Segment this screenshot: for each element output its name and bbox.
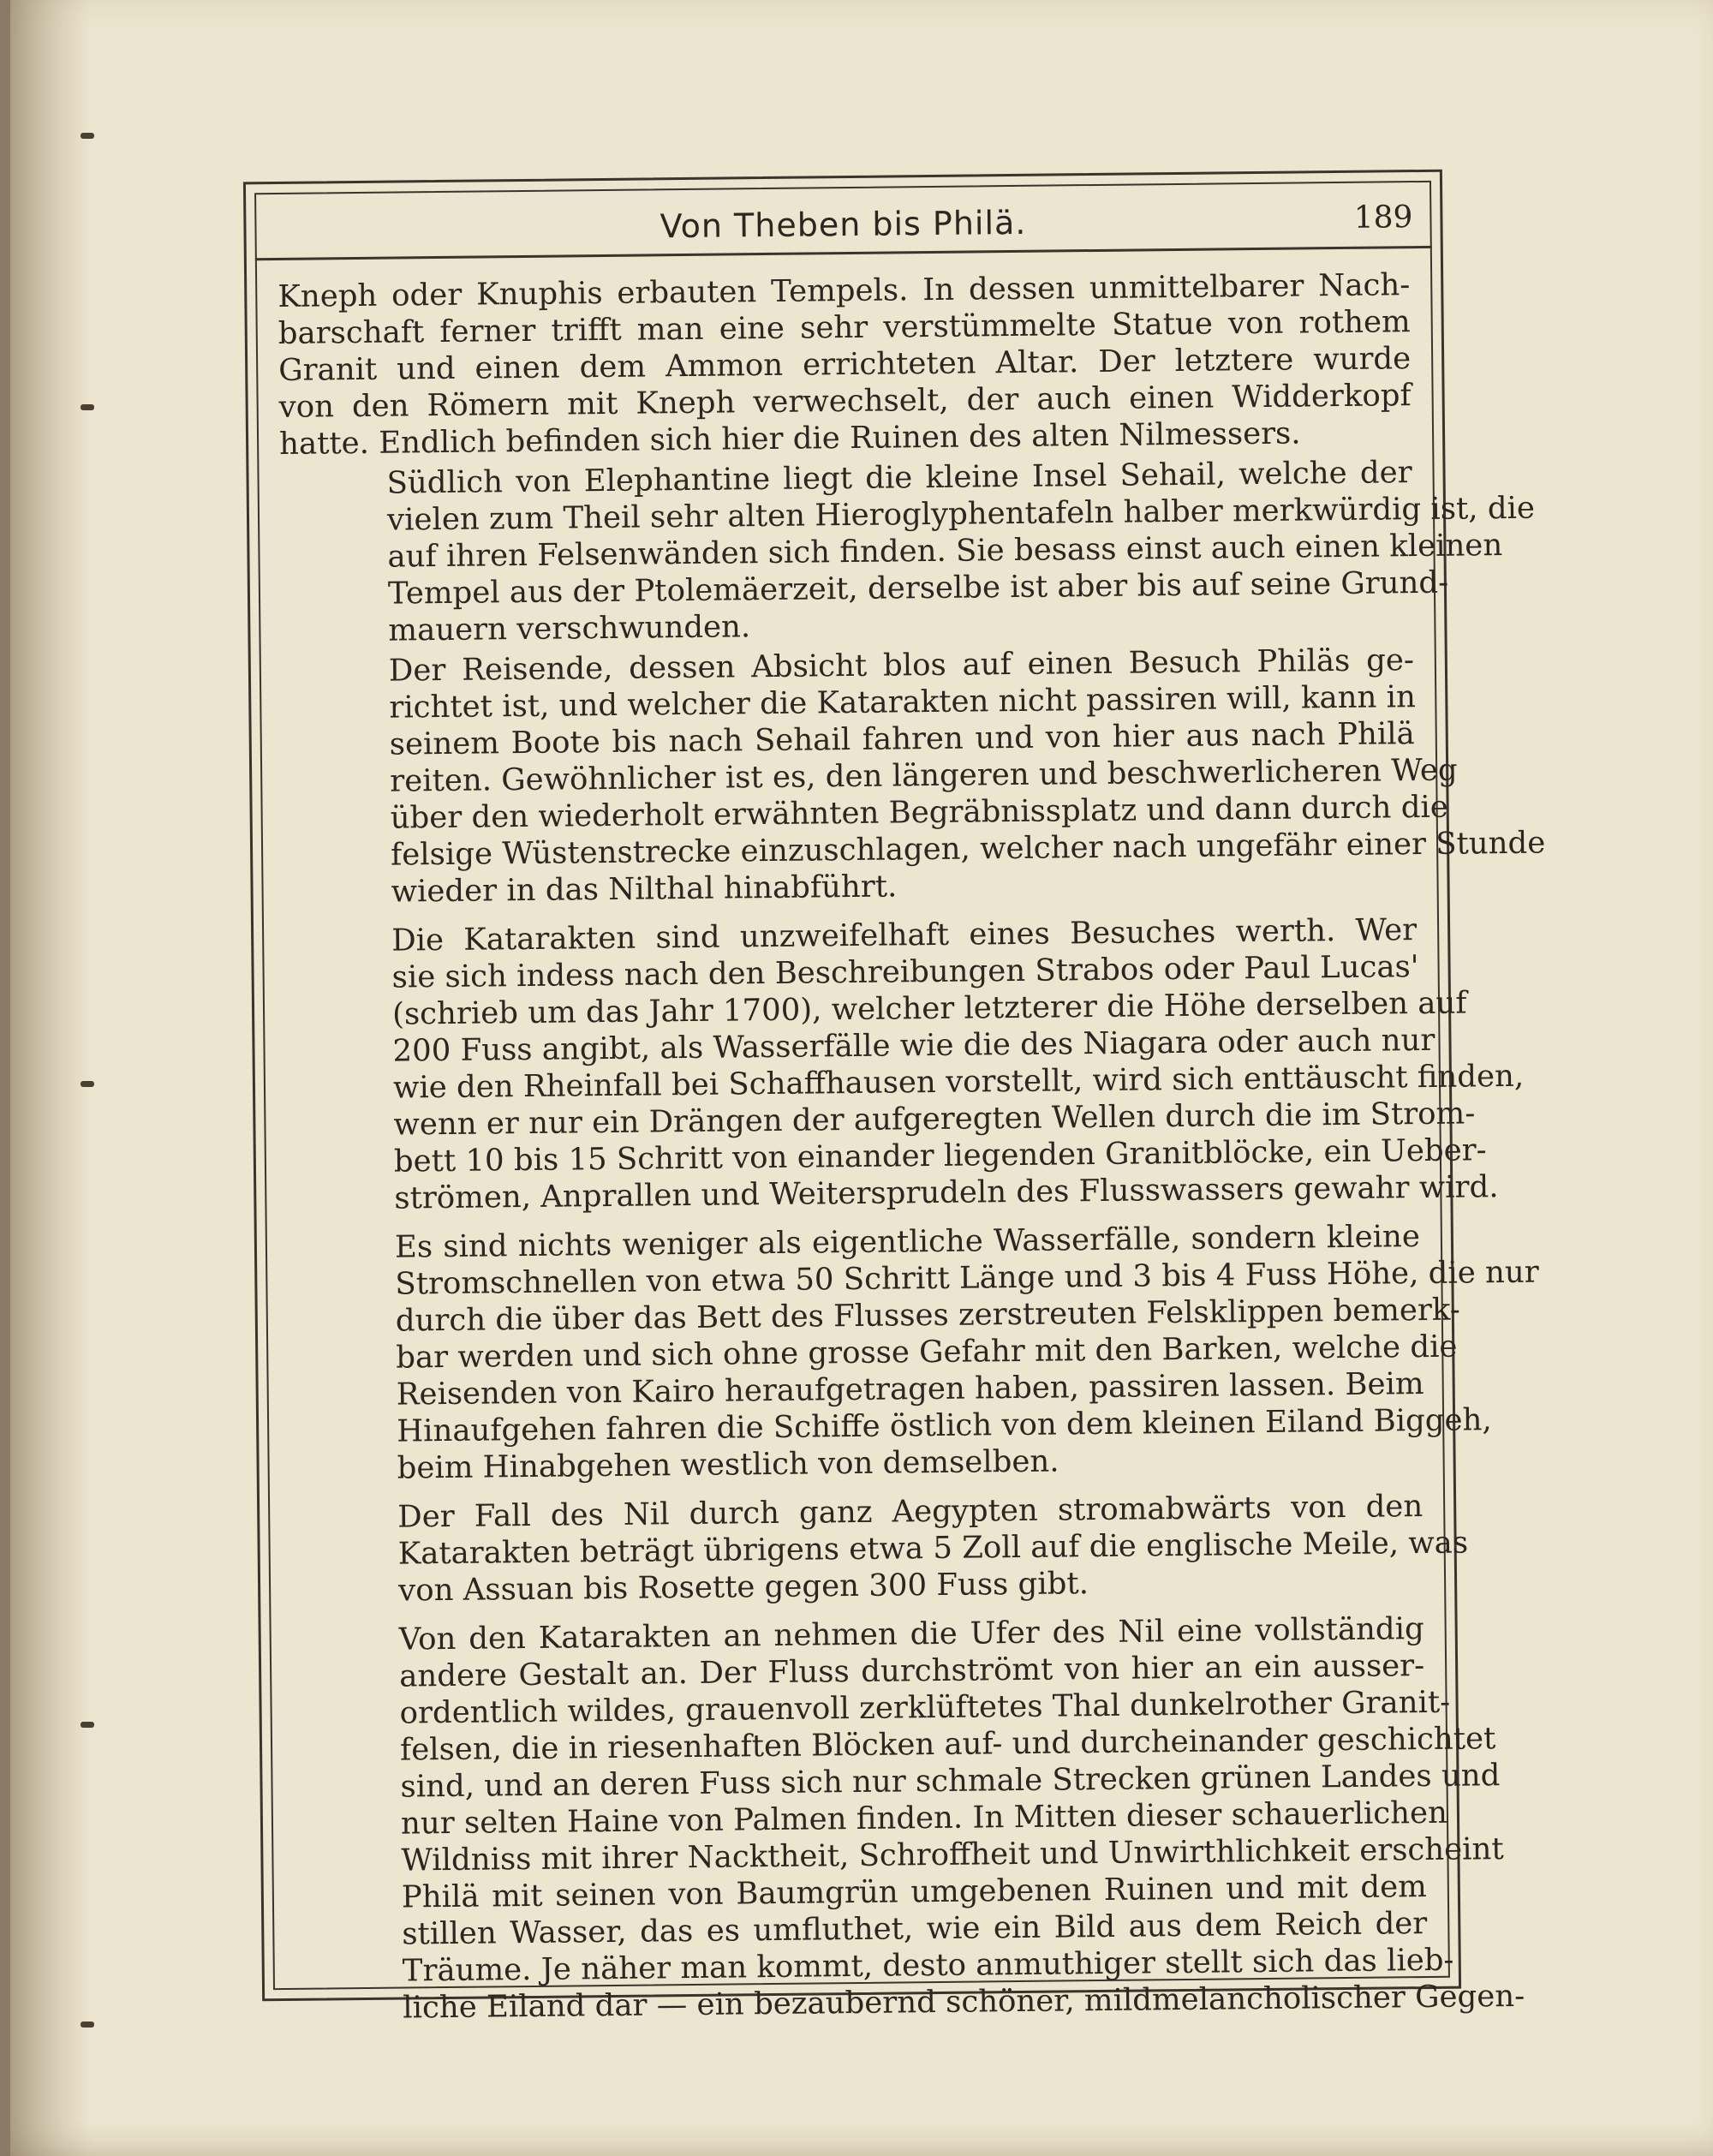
text-line: Stromschnellen von etwa 50 Schritt Länge und 3 bis 4 Fuss Höhe, die nur [395, 1254, 1539, 1302]
text-line: Kneph oder Knuphis erbauten Tempels. In dessen unmittelbarer Nach- [278, 267, 1411, 314]
text-line: barschaft ferner trifft man eine sehr verstümmelte Statue von rothem [278, 304, 1411, 351]
text-line: auf ihren Felsenwänden sich finden. Sie besass einst auch einen kleinen [387, 528, 1503, 575]
paragraph [278, 266, 1412, 463]
page-binding-shadow [10, 0, 92, 2156]
text-line: liche Eiland dar — ein bezaubernd schöner, mildmelancholischer Gegen- [403, 1978, 1525, 2026]
text-line: beim Hinabgehen westlich von demselben. [397, 1443, 1059, 1486]
text-line: 200 Fuss angibt, als Wasserfälle wie die des Niagara oder auch nur [392, 1022, 1435, 1069]
paragraph [279, 454, 1536, 650]
text-line: Der Fall des Nil durch ganz Aegypten stromabwärts von den [397, 1489, 1424, 1535]
paragraph [290, 1488, 1469, 1610]
running-title: Von Theben bis Philä. [660, 203, 1027, 246]
text-line: nur selten Haine von Palmen finden. In Mitten dieser schauerlichen [400, 1795, 1448, 1842]
text-line: vielen zum Theil sehr alten Hieroglyphentafeln halber merkwürdig ist, die [386, 490, 1536, 538]
text-line: bar werden und sich ohne grosse Gefahr mit den Barken, welche die [396, 1329, 1458, 1376]
text-line: mauern verschwunden. [388, 609, 751, 648]
text-line: Granit und einen dem Ammon errichteten Altar. Der letztere wurde [278, 341, 1412, 388]
text-line: Es sind nichts weniger als eigentliche Wasserfälle, sondern kleine [394, 1219, 1421, 1265]
binding-thread-mark [81, 133, 94, 139]
paragraph [292, 1610, 1525, 2028]
text-line: von Assuan bis Rosette gegen 300 Fuss gibt. [397, 1566, 1089, 1609]
text-line: wie den Rheinfall bei Schaffhausen vorstellt, wird sich enttäuscht finden, [392, 1058, 1525, 1106]
text-line: Die Katarakten sind unzweifelhaft eines Besuches werth. Wer [391, 912, 1418, 959]
text-line: Südlich von Elephantine liegt die kleine Insel Sehail, welche der [386, 455, 1412, 501]
text-line: wenn er nur ein Drängen der aufgeregten Wellen durch die im Strom- [393, 1096, 1476, 1143]
binding-thread-mark [81, 2022, 94, 2028]
text-line: Reisenden von Kairo heraufgetragen haben, passiren lassen. Beim [396, 1366, 1424, 1412]
text-line: Tempel aus der Ptolemäerzeit, derselbe ist aber bis auf seine Grund- [387, 564, 1449, 612]
text-line: Träume. Je näher man kommt, desto anmuthiger stellt sich das lieb- [402, 1942, 1454, 1989]
text-line: durch die über das Bett des Flusses zerstreuten Felsklippen bemerk- [395, 1292, 1460, 1339]
text-line: felsen, die in riesenhaften Blöcken auf- und durcheinander geschichtet [399, 1721, 1496, 1768]
text-line: bett 10 bis 15 Schritt von einander liegenden Granitblöcke, ein Ueber- [393, 1132, 1487, 1180]
paragraph [288, 1218, 1539, 1488]
paragraph [282, 642, 1546, 911]
text-line: sind, und an deren Fuss sich nur schmale Strecken grünen Landes und [400, 1758, 1501, 1805]
text-line: Der Reisende, dessen Absicht blos auf einen Besuch Philäs ge- [388, 642, 1415, 689]
text-line: sie sich indess nach den Beschreibungen Strabos oder Paul Lucas' [391, 949, 1419, 995]
text-line: andere Gestalt an. Der Fluss durchströmt von hier an ein ausser- [398, 1648, 1425, 1694]
binding-thread-mark [81, 404, 94, 410]
text-line: über den wiederholt erwähnten Begräbnissplatz und dann durch die [390, 789, 1449, 836]
text-line: Philä mit seinen von Baumgrün umgebenen Ruinen und mit dem [401, 1869, 1428, 1915]
text-line: (schrieb um das Jahr 1700), welcher letzterer die Höhe derselben auf [391, 985, 1467, 1032]
text-frame [243, 170, 1546, 2026]
binding-thread-mark [81, 1722, 94, 1728]
binding-thread-mark [81, 1081, 94, 1087]
text-line: seinem Boote bis nach Sehail fahren und von hier aus nach Philä [389, 716, 1415, 762]
text-line: strömen, Anprallen und Weitersprudeln des Flusswassers gewahr wird. [394, 1169, 1499, 1216]
text-line: stillen Wasser, das es umfluthet, wie ein Bild aus dem Reich der [402, 1906, 1428, 1952]
body-text [278, 266, 1546, 2031]
text-line: Katarakten beträgt übrigens etwa 5 Zoll auf die englische Meile, was [397, 1525, 1469, 1572]
text-line: Wildniss mit ihrer Nacktheit, Schroffheit und Unwirthlichkeit erscheint [401, 1831, 1504, 1878]
text-line: felsige Wüstenstrecke einzuschlagen, welcher nach ungefähr einer Stunde [390, 825, 1546, 873]
page-number: 189 [1353, 200, 1413, 236]
text-line: von den Römern mit Kneph verwechselt, der auch einen Widderkopf [278, 378, 1412, 425]
text-line: richtet ist, und welcher die Katarakten nicht passiren will, kann in [389, 679, 1417, 726]
text-line: wieder in das Nilthal hinabführt. [391, 869, 898, 910]
text-line: hatte. Endlich befinden sich hier die Ruinen des alten Nilmessers. [278, 415, 1301, 462]
paragraph [284, 911, 1525, 1218]
text-line: ordentlich wildes, grauenvoll zerklüftetes Thal dunkelrother Granit- [399, 1684, 1451, 1731]
text-line: Hinaufgehen fahren die Schiffe östlich von dem kleinen Eiland Biggeh, [396, 1402, 1492, 1449]
text-line: Von den Katarakten an nehmen die Ufer des Nil eine vollständig [398, 1611, 1424, 1657]
text-line: reiten. Gewöhnlicher ist es, den längeren und beschwerlicheren Weg [390, 752, 1458, 799]
book-page [10, 0, 1713, 2156]
